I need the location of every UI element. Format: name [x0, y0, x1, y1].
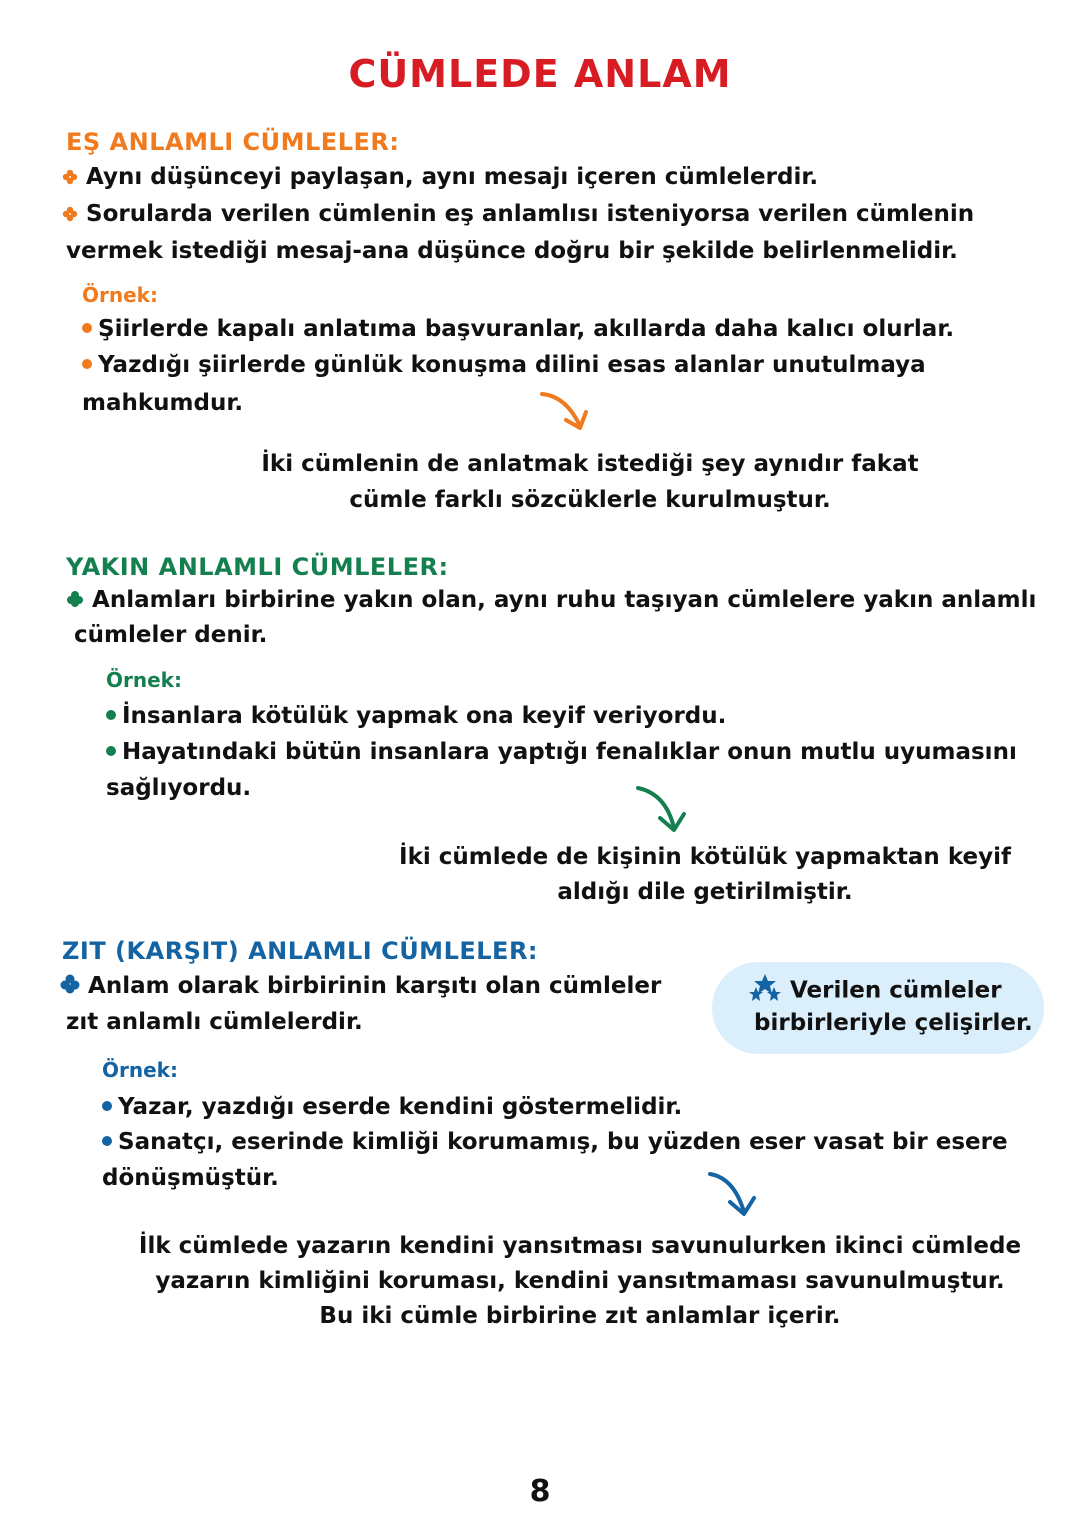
dot-bullet-icon: [106, 710, 116, 720]
example-label: Örnek:: [106, 668, 182, 692]
section1-note-line-1: İki cümlenin de anlatmak istediği şey aynıdır fakat: [261, 451, 919, 477]
section2-example-2: Hayatındaki bütün insanlara yaptığı fenalıklar onun mutlu uyumasını: [106, 739, 1017, 765]
flower-bullet-icon: [62, 165, 78, 191]
dot-bullet-icon: [106, 746, 116, 756]
section1-example-1: Şiirlerde kapalı anlatıma başvuranlar, akıllarda daha kalıcı olurlar.: [82, 316, 954, 342]
section1-bullet-2-cont: vermek istediği mesaj-ana düşünce doğru bir şekilde belirlenmelidir.: [66, 238, 958, 264]
section2-bullet: Anlamları birbirine yakın olan, aynı ruhu taşıyan cümlelere yakın anlamlı: [66, 587, 1036, 614]
section2-example-1: İnsanlara kötülük yapmak ona keyif veriyordu.: [106, 703, 726, 729]
page-title: CÜMLEDE ANLAM: [348, 52, 732, 96]
section3-bullet: Anlam olarak birbirinin karşıtı olan cümleler: [60, 973, 661, 1000]
curved-arrow-icon: [704, 1168, 762, 1226]
section3-example-1: Yazar, yazdığı eserde kendini göstermelidir.: [102, 1094, 682, 1120]
section1-bullet-1: Aynı düşünceyi paylaşan, aynı mesajı içeren cümlelerdir.: [62, 164, 818, 191]
section-heading-antonymous: ZIT (KARŞIT) ANLAMLI CÜMLELER:: [62, 937, 539, 965]
callout-line-2: birbirleriyle çelişirler.: [754, 1010, 1033, 1036]
dot-bullet-icon: [102, 1136, 112, 1146]
dot-bullet-icon: [102, 1101, 112, 1111]
section2-bullet-cont: cümleler denir.: [74, 622, 268, 648]
section3-example-2: Sanatçı, eserinde kimliği korumamış, bu yüzden eser vasat bir esere: [102, 1129, 1008, 1155]
callout-line-1: Verilen cümleler: [748, 973, 1002, 1009]
page-number: 8: [529, 1474, 551, 1509]
section-heading-synonymous: EŞ ANLAMLI CÜMLELER:: [66, 128, 400, 156]
stars-icon: [748, 973, 782, 1009]
section2-example-2-cont: sağlıyordu.: [106, 775, 252, 801]
clover-bullet-icon: [60, 974, 80, 1000]
section1-example-2-cont: mahkumdur.: [82, 390, 244, 416]
section3-example-2-cont: dönüşmüştür.: [102, 1165, 279, 1191]
section-heading-near-synonymous: YAKIN ANLAMLI CÜMLELER:: [66, 553, 449, 581]
section1-bullet-2: Sorularda verilen cümlenin eş anlamlısı isteniyorsa verilen cümlenin: [62, 201, 974, 228]
section1-note-line-2: cümle farklı sözcüklerle kurulmuştur.: [349, 487, 831, 513]
section1-example-2: Yazdığı şiirlerde günlük konuşma dilini esas alanlar unutulmaya: [82, 352, 926, 378]
section3-note-line-3: Bu iki cümle birbirine zıt anlamlar içerir.: [319, 1303, 841, 1329]
section2-note-line-1: İki cümlede de kişinin kötülük yapmaktan keyif: [399, 844, 1011, 870]
dot-bullet-icon: [82, 323, 92, 333]
section3-note-line-2: yazarın kimliğini koruması, kendini yansıtmaması savunulmuştur.: [155, 1268, 1005, 1294]
section3-bullet-cont: zıt anlamlı cümlelerdir.: [66, 1009, 363, 1035]
dot-bullet-icon: [82, 359, 92, 369]
example-label: Örnek:: [82, 283, 158, 307]
example-label: Örnek:: [102, 1058, 178, 1082]
clover-bullet-icon: [66, 588, 84, 614]
curved-arrow-icon: [536, 388, 594, 442]
section3-note-line-1: İlk cümlede yazarın kendini yansıtması savunulurken ikinci cümlede: [138, 1233, 1022, 1259]
curved-arrow-icon: [632, 782, 692, 842]
flower-bullet-icon: [62, 202, 78, 228]
section2-note-line-2: aldığı dile getirilmiştir.: [557, 879, 853, 905]
